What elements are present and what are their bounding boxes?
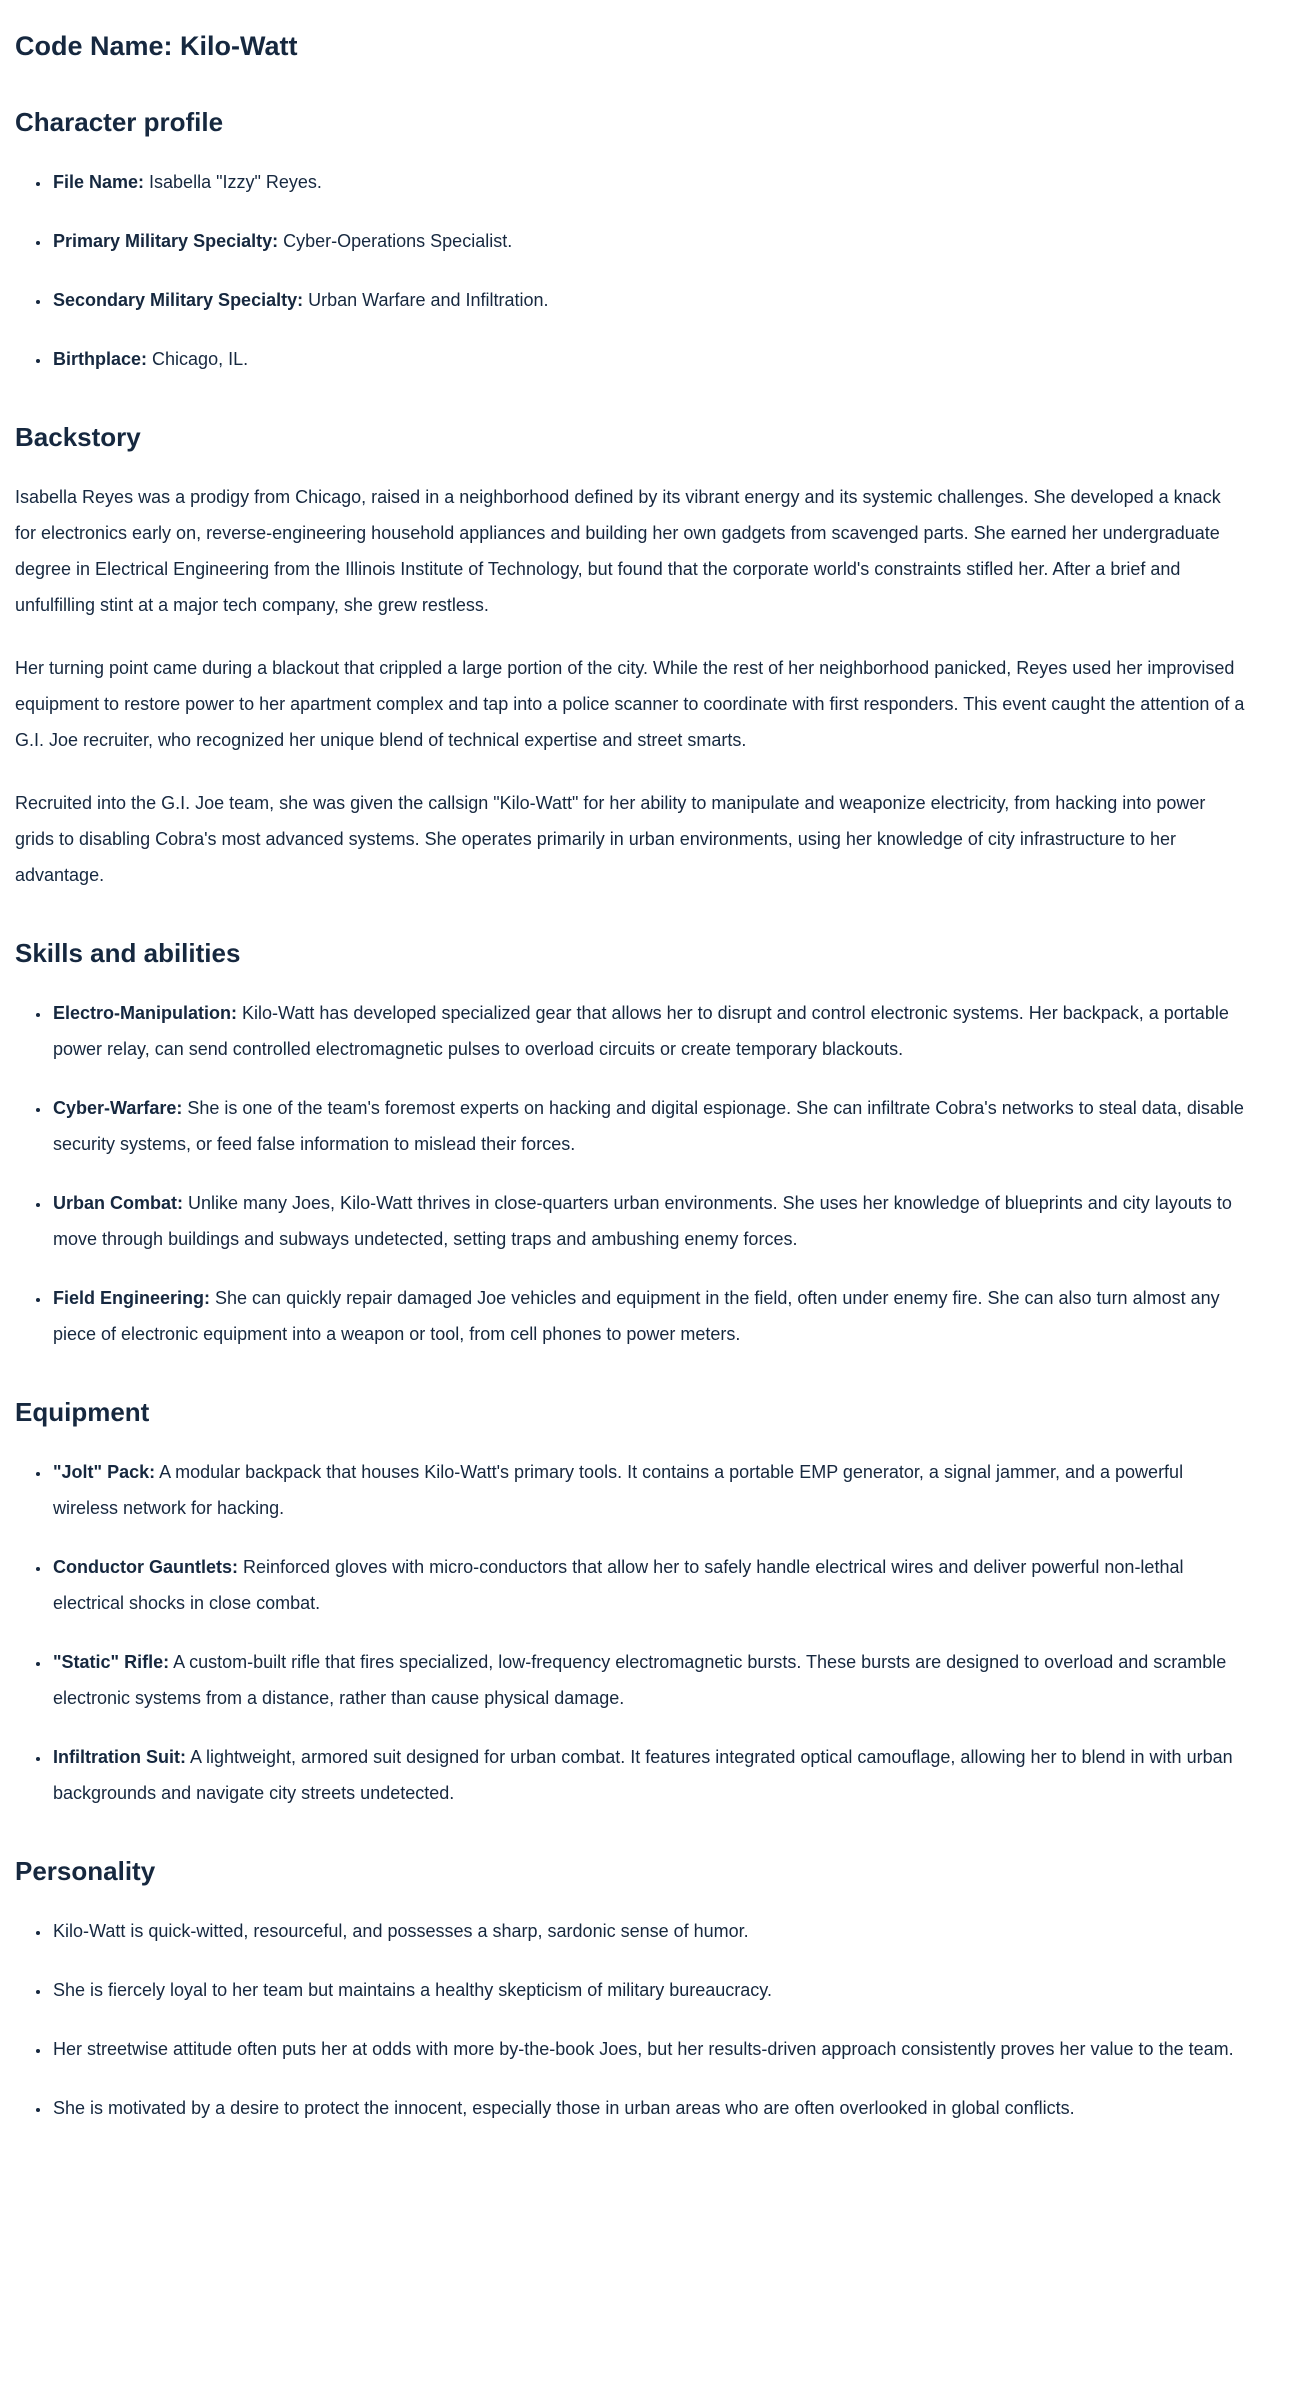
item-label: File Name: <box>53 172 145 192</box>
item-label: Birthplace: <box>53 349 148 369</box>
equipment-list <box>15 1454 1246 1811</box>
page-title: Code Name: Kilo-Watt <box>15 31 298 61</box>
backstory-paragraph: Isabella Reyes was a prodigy from Chicago, raised in a neighborhood defined by its vibrant energy and its systemic challenges. She developed a knack for electronics early on, reverse-engineering household appliances and building her own gadgets from scavenged parts. She earned her undergraduate degree in Electrical Engineering from the Illinois Institute of Technology, but found that the corporate world's constraints stifled her. After a brief and unfulfilling stint at a major tech company, she grew restless. <box>15 487 1221 615</box>
list-item <box>51 1913 1246 1949</box>
item-text: Urban Warfare and Infiltration. <box>303 290 549 310</box>
item-label: Urban Combat: <box>53 1193 183 1213</box>
item-text: Unlike many Joes, Kilo-Watt thrives in close-quarters urban environments. She uses her knowledge of blueprints and city layouts to move through buildings and subways undetected, setting traps and ambushing enemy forces. <box>53 1193 1232 1249</box>
section-heading-skills: Skills and abilities <box>15 938 241 968</box>
list-item <box>51 1972 1246 2008</box>
item-label: Secondary Military Specialty: <box>53 290 304 310</box>
item-text: She is motivated by a desire to protect the innocent, especially those in urban areas who are often overlooked in global conflicts. <box>53 2098 1075 2118</box>
list-item <box>51 164 1246 200</box>
personality-list <box>15 1913 1246 2126</box>
section-heading-personality: Personality <box>15 1856 156 1886</box>
list-item <box>51 1090 1246 1162</box>
item-text: Reinforced gloves with micro-conductors that allow her to safely handle electrical wires and deliver powerful non-lethal electrical shocks in close combat. <box>53 1557 1184 1613</box>
item-label: Infiltration Suit: <box>53 1747 186 1767</box>
item-label: "Jolt" Pack: <box>53 1462 156 1482</box>
list-item <box>51 1644 1246 1716</box>
list-item <box>51 995 1246 1067</box>
item-label: Field Engineering: <box>53 1288 211 1308</box>
item-text: Chicago, IL. <box>147 349 249 369</box>
item-label: Cyber-Warfare: <box>53 1098 183 1118</box>
character-profile-list <box>15 164 1246 377</box>
list-item <box>51 1185 1246 1257</box>
skills-list <box>15 995 1246 1352</box>
item-label: "Static" Rifle: <box>53 1652 170 1672</box>
section-heading-equipment: Equipment <box>15 1397 150 1427</box>
item-text: A lightweight, armored suit designed for urban combat. It features integrated optical camouflage, allowing her to blend in with urban backgrounds and navigate city streets undetected. <box>53 1747 1233 1803</box>
item-label: Primary Military Specialty: <box>53 231 279 251</box>
item-label: Conductor Gauntlets: <box>53 1557 238 1577</box>
list-item <box>51 1454 1246 1526</box>
section-heading-character-profile: Character profile <box>15 107 224 137</box>
list-item <box>51 2090 1246 2126</box>
item-text: She is fiercely loyal to her team but maintains a healthy skepticism of military bureaucracy. <box>53 1980 772 2000</box>
list-item <box>51 1549 1246 1621</box>
list-item <box>51 223 1246 259</box>
section-heading-backstory: Backstory <box>15 422 141 452</box>
item-label: Electro-Manipulation: <box>53 1003 237 1023</box>
list-item <box>51 1739 1246 1811</box>
item-text: A modular backpack that houses Kilo-Watt's primary tools. It contains a portable EMP generator, a signal jammer, and a powerful wireless network for hacking. <box>53 1462 1184 1518</box>
item-text: Isabella "Izzy" Reyes. <box>144 172 322 192</box>
item-text: Cyber-Operations Specialist. <box>278 231 513 251</box>
item-text: Her streetwise attitude often puts her at odds with more by-the-book Joes, but her results-driven approach consistently proves her value to the team. <box>53 2039 1234 2059</box>
backstory-paragraph: Recruited into the G.I. Joe team, she was given the callsign "Kilo-Watt" for her ability to manipulate and weaponize electricity, from hacking into power grids to disabling Cobra's most advanced systems. She operates primarily in urban environments, using her knowledge of city infrastructure to her advantage. <box>15 793 1206 885</box>
item-text: She is one of the team's foremost experts on hacking and digital espionage. She can infiltrate Cobra's networks to steal data, disable security systems, or feed false information to mislead their forces. <box>53 1098 1244 1154</box>
list-item <box>51 341 1246 377</box>
item-text: A custom-built rifle that fires specialized, low-frequency electromagnetic bursts. These bursts are designed to overload and scramble electronic systems from a distance, rather than cause physical damage. <box>53 1652 1227 1708</box>
list-item <box>51 282 1246 318</box>
list-item <box>51 1280 1246 1352</box>
list-item <box>51 2031 1246 2067</box>
item-text: Kilo-Watt is quick-witted, resourceful, and possesses a sharp, sardonic sense of humor. <box>53 1921 749 1941</box>
backstory-paragraph: Her turning point came during a blackout that crippled a large portion of the city. While the rest of her neighborhood panicked, Reyes used her improvised equipment to restore power to her apartment complex and tap into a police scanner to coordinate with first responders. This event caught the attention of a G.I. Joe recruiter, who recognized her unique blend of technical expertise and street smarts. <box>15 658 1245 750</box>
item-text: She can quickly repair damaged Joe vehicles and equipment in the field, often under enemy fire. She can also turn almost any piece of electronic equipment into a weapon or tool, from cell phones to power meters. <box>53 1288 1220 1344</box>
item-text: Kilo-Watt has developed specialized gear that allows her to disrupt and control electronic systems. Her backpack, a portable power relay, can send controlled electromagnetic pulses to overload circuits or create temporary blackouts. <box>53 1003 1229 1059</box>
